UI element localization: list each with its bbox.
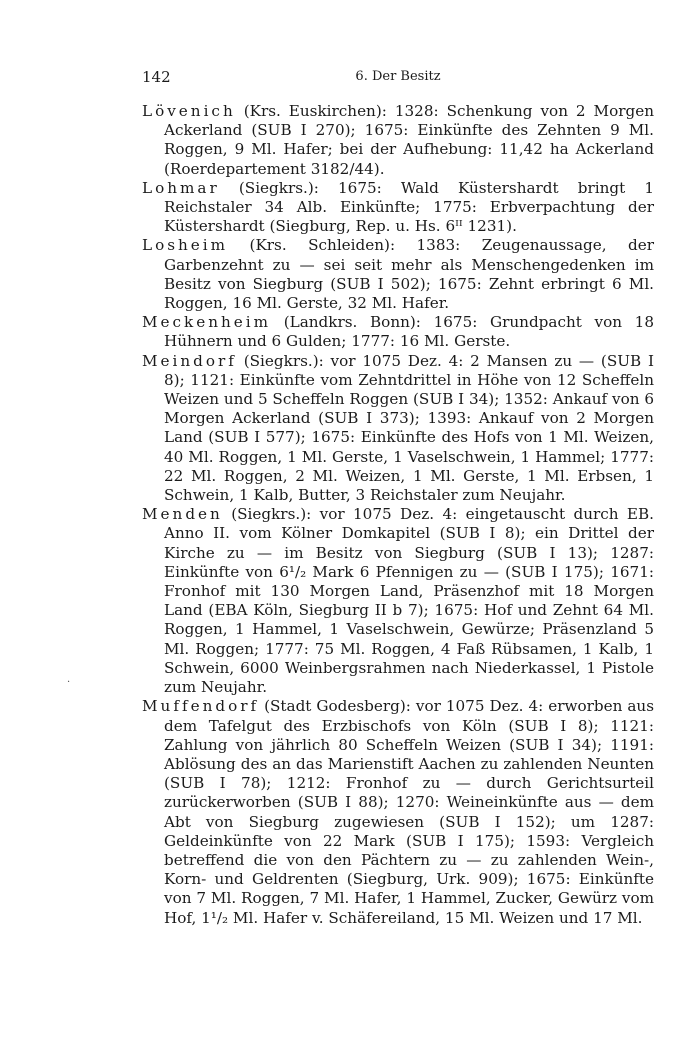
entry-text: (Siegkrs.): vor 1075 Dez. 4: 2 Mansen zu — (SUB I 8); 1121: Einkünfte vom Zehntdrittel in Höhe von 12 Scheffeln Weizen und 5 Scheffeln Roggen (SUB I 34); 1352: Ankauf von 6 Morgen Ackerland (SUB I 373); 1393: Ankauf von 2 Morgen Land (SUB I 577); 1675: Einkünfte des Hofs von 1 Ml. Weizen, 40 Ml. Roggen, 1 Ml. Gerste, 1 Vaselschwein, 1 Hammel; 1777: 22 Ml. Roggen, 2 Ml. Weizen, 1 Ml. Gerste, 1 Ml. Erbsen, 1 Schwein, 1 Kalb, Butter, 3 Reichstaler zum Neujahr. <box>164 351 654 505</box>
entry-loevenich <box>142 102 654 179</box>
margin-mark: · <box>67 677 71 688</box>
place-name: Lohmar <box>142 178 220 197</box>
place-name: Lövenich <box>142 102 236 120</box>
entry-text: (Landkrs. Bonn): 1675: Grundpacht von 18 Hühnern und 6 Gulden; 1777: 16 Ml. Gerste. <box>164 313 654 351</box>
running-head: 6. Der Besitz <box>355 69 441 84</box>
place-name: Losheim <box>142 236 229 255</box>
place-name: Meindorf <box>142 351 237 370</box>
place-name: Meckenheim <box>142 313 272 332</box>
entry-losheim <box>142 236 654 313</box>
entry-text: (Stadt Godesberg): vor 1075 Dez. 4: erworben aus dem Tafelgut des Erzbischofs von Köln (SUB I 8); 1121: Zahlung von jährlich 80 Scheffeln Weizen (SUB I 34); 1191: Ablösung des an das Marienstift Aachen zu zahlenden Neunten (SUB I 78); 1212: Fronhof zu — durch Gerichtsurteil zurückerworben (SUB I 88); 1270: Weineinkünfte aus — dem Abt von Siegburg zugewiesen (SUB I 152); um 1287: Geldeinkünfte von 22 Mark (SUB I 175); 1593: Vergleich betreffend die von den Pächtern zu — zu zahlenden Wein-, Korn- und Geldrenten (Siegburg, Urk. 909); 1675: Einkünfte von 7 Ml. Roggen, 7 Ml. Hafer, 1 Hammel, Zucker, Gewürz vom Hof, 1¹/₂ Ml. Hafer v. Schäfereiland, 15 Ml. Weizen und 17 Ml. <box>164 697 654 927</box>
entry-lohmar <box>142 179 654 237</box>
entry-muffendorf <box>142 697 654 927</box>
entry-meindorf <box>142 352 654 506</box>
page-header <box>142 68 654 90</box>
entry-text: (Siegkrs.): vor 1075 Dez. 4: eingetauscht durch EB. Anno II. vom Kölner Domkapitel (SUB I 8); ein Drittel der Kirche zu — im Besitz von Siegburg (SUB I 13); 1287: Einkünfte von 6¹/₂ Mark 6 Pfennigen zu — (SUB I 175); 1671: Fronhof mit 130 Morgen Land, Präsenzhof mit 18 Morgen Land (EBA Köln, Siegburg II b 7); 1675: Hof und Zehnt 64 Ml. Roggen, 1 Hammel, 1 Vaselschwein, Gewürze; Präsenzland 5 Ml. Roggen; 1777: 75 Ml. Roggen, 4 Faß Rübsamen, 1 Kalb, 1 Schwein, 6000 Weinbergsrahmen nach Niederkassel, 1 Pistole zum Neujahr. <box>164 505 654 697</box>
entry-meckenheim <box>142 313 654 351</box>
entry-menden <box>142 505 654 697</box>
entry-text: (Krs. Schleiden): 1383: Zeugenaussage, der Garbenzehnt zu — sei seit mehr als Menschengedenken im Besitz von Siegburg (SUB I 502); 1675: Zehnt erbringt 6 Ml. Roggen, 16 Ml. Gerste, 32 Ml. Hafer. <box>164 236 654 313</box>
entry-text: (Krs. Euskirchen): 1328: Schenkung von 2 Morgen Ackerland (SUB I 270); 1675: Einkünfte des Zehnten 9 Ml. Roggen, 9 Ml. Hafer; bei der Aufhebung: 11,42 ha Ackerland (Roerdepartement 3182/44). <box>164 102 654 178</box>
entry-text: (Siegkrs.): 1675: Wald Küstershardt bringt 1 Reichstaler 34 Alb. Einkünfte; 1775: Erbverpachtung der Küstershardt (Siegburg, Rep. u. Hs. 6ᴵᴵ 1231). <box>164 178 654 236</box>
place-name: Muffendorf <box>142 697 260 716</box>
body-text <box>142 102 654 928</box>
page-number: 142 <box>142 68 171 86</box>
place-name: Menden <box>142 505 223 524</box>
